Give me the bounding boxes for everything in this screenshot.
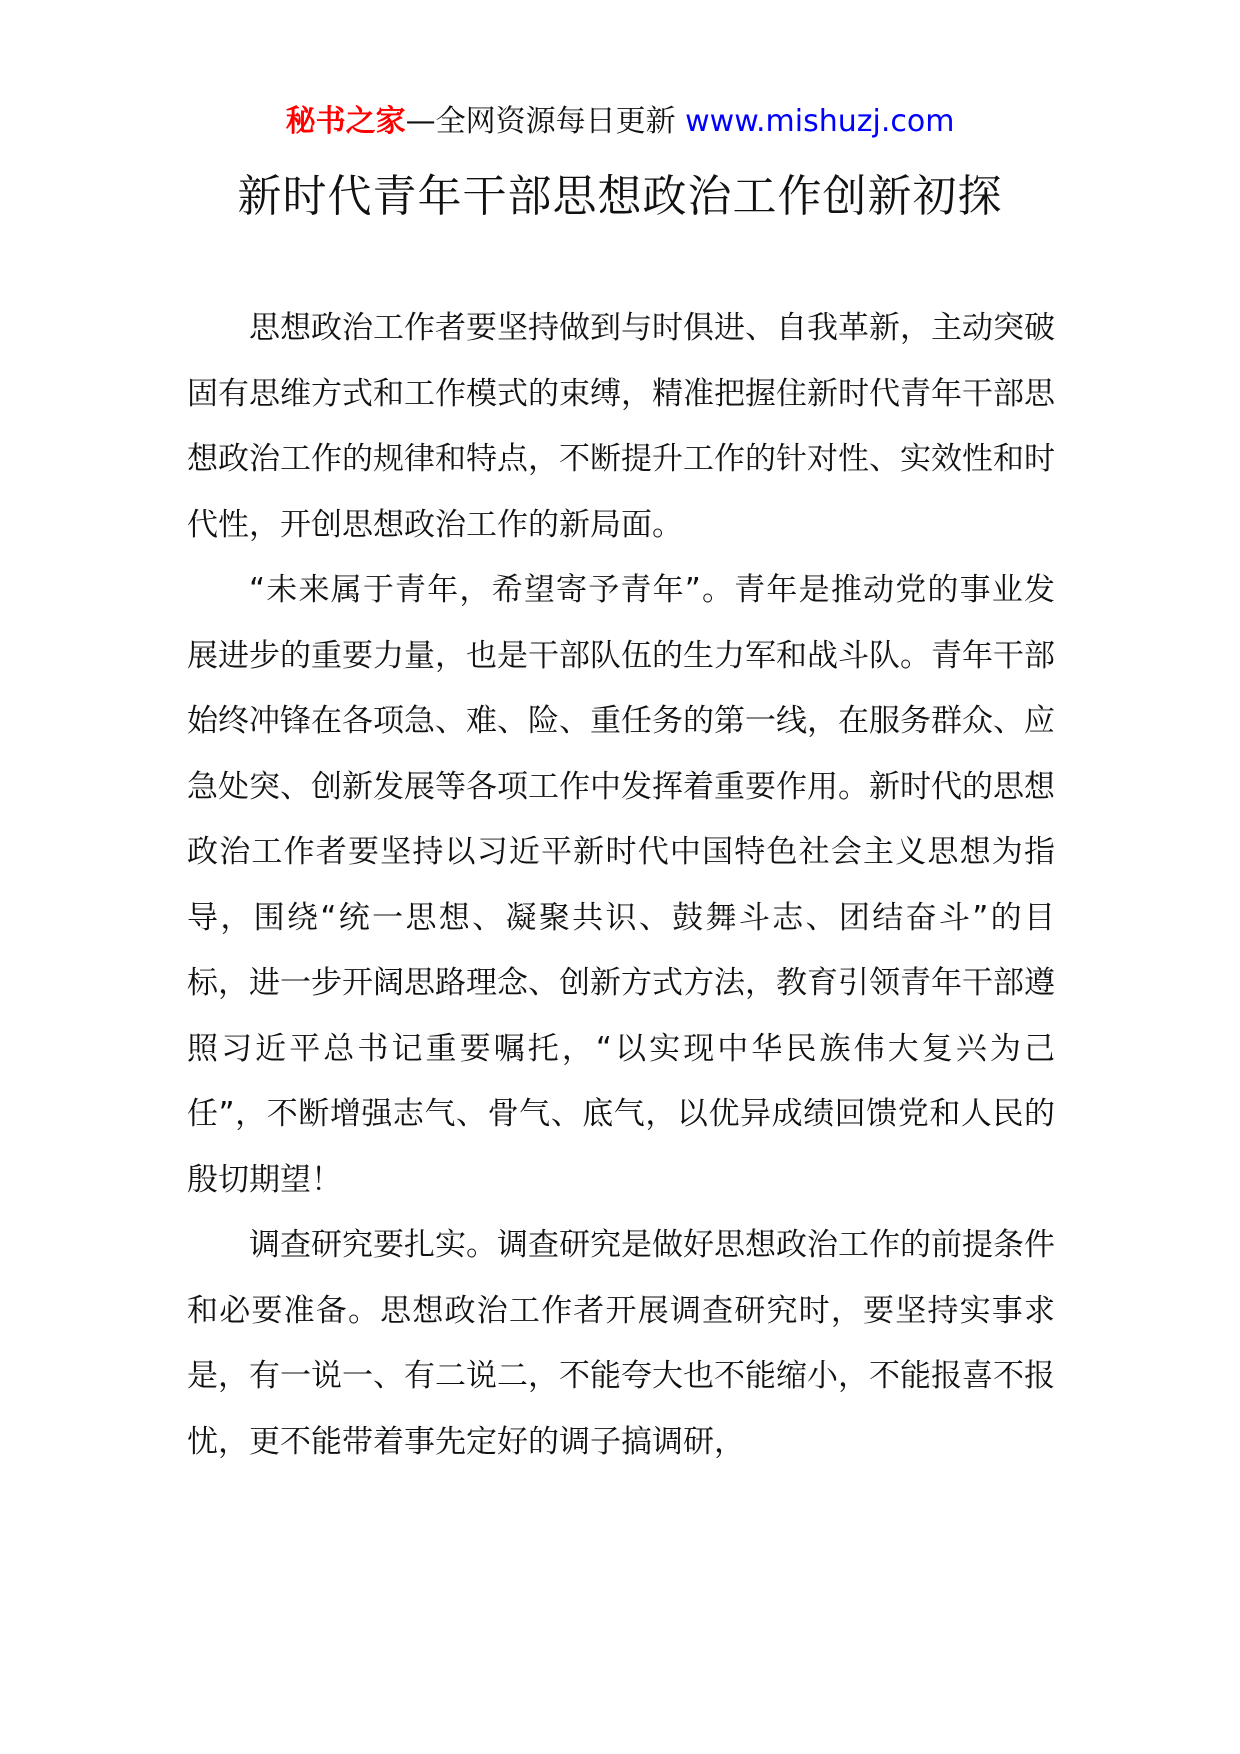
- site-tagline: —全网资源每日更新: [405, 104, 676, 139]
- site-brand: 秘书之家: [285, 104, 406, 139]
- site-url-link[interactable]: www.mishuzj.com: [685, 104, 955, 139]
- document-title: 新时代青年干部思想政治工作创新初探: [237, 171, 1003, 222]
- site-banner: [0, 100, 1240, 144]
- paragraph: 思想政治工作者要坚持做到与时俱进、自我革新，主动突破固有思维方式和工作模式的束缚，精准把握住新时代青年干部思想政治工作的规律和特点，不断提升工作的针对性、实效性和时代性，开创思想政治工作的新局面。: [187, 310, 1055, 543]
- paragraph: 调查研究要扎实。调查研究是做好思想政治工作的前提条件和必要准备。思想政治工作者开展调查研究时，要坚持实事求是，有一说一、有二说二，不能夸大也不能缩小，不能报喜不报忧，更不能带着事先定好的调子搞调研，: [187, 1227, 1055, 1460]
- document-body: [187, 296, 1055, 1475]
- paragraph: “未来属于青年，希望寄予青年”。青年是推动党的事业发展进步的重要力量，也是干部队伍的生力军和战斗队。青年干部始终冲锋在各项急、难、险、重任务的第一线，在服务群众、应急处突、创新发展等各项工作中发挥着重要作用。新时代的思想政治工作者要坚持以习近平新时代中国特色社会主义思想为指导，围绕“统一思想、凝聚共识、鼓舞斗志、团结奋斗”的目标，进一步开阔思路理念、创新方式方法，教育引领青年干部遵照习近平总书记重要嘱托，“以实现中华民族伟大复兴为己任”，不断增强志气、骨气、底气，以优异成绩回馈党和人民的殷切期望！: [187, 572, 1055, 1198]
